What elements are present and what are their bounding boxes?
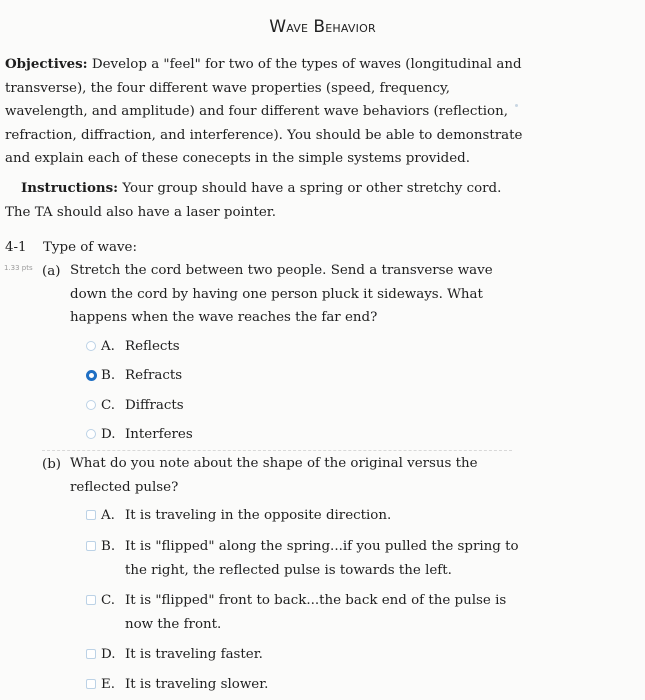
option-letter: A. [101, 508, 115, 523]
option-letter: E. [101, 677, 116, 692]
option-text: Interferes [125, 427, 193, 442]
radio-button-selected[interactable] [86, 370, 97, 381]
option-text: It is traveling faster. [125, 647, 263, 662]
objectives-paragraph [5, 53, 525, 171]
option-text: Refracts [125, 368, 183, 383]
checkbox[interactable] [86, 679, 96, 689]
question-number: 4-1 [5, 240, 27, 255]
checkbox[interactable] [86, 595, 96, 605]
checkbox[interactable] [86, 510, 96, 520]
question-points: 1.33 pts [4, 264, 33, 272]
objectives-text: Develop a "feel" for two of the types of waves (longitudinal and transverse), the four different wave properties (speed, frequency, wavelength, and amplitude) and four different wave behaviors (reflection, refraction, diffraction, and interference). You should be able to demonstrate and explain each of these conecepts in the simple systems provided. [5, 57, 523, 166]
option-text: Diffracts [125, 398, 184, 413]
instructions-text: Your group should have a spring or other stretchy cord. The TA should also have a laser pointer. [5, 181, 502, 220]
question-heading: Type of wave: [43, 240, 137, 255]
instructions-paragraph [5, 177, 525, 224]
option-letter: C. [101, 398, 116, 413]
option-letter: A. [101, 339, 115, 354]
part-a-label: (a) [42, 264, 61, 279]
checkbox[interactable] [86, 541, 96, 551]
part-a-question: Stretch the cord between two people. Send a transverse wave down the cord by having one person pluck it sideways. What happens when the wave reaches the far end? [70, 263, 493, 325]
option-letter: D. [101, 427, 116, 442]
option-letter: D. [101, 647, 116, 662]
option-letter: B. [101, 368, 116, 383]
title-initial: W [269, 17, 287, 37]
part-b-label: (b) [42, 457, 62, 472]
part-b-question: What do you note about the shape of the original versus the reflected pulse? [70, 456, 478, 495]
option-text: It is traveling in the opposite direction. [125, 508, 392, 523]
title-rest: ave [286, 17, 314, 36]
option-letter: C. [101, 593, 116, 608]
option-text: It is "flipped" front to back...the back end of the pulse is now the front. [125, 593, 507, 632]
objectives-label: Objectives: [5, 56, 88, 72]
radio-button[interactable] [86, 341, 96, 351]
instructions-label: Instructions: [21, 180, 119, 196]
page-title [0, 17, 645, 37]
decorative-dot [515, 104, 518, 107]
title-initial: B [313, 17, 326, 37]
option-letter: B. [101, 539, 116, 554]
section-divider [42, 450, 512, 451]
radio-button[interactable] [86, 400, 96, 410]
option-text: It is traveling slower. [125, 677, 269, 692]
radio-button[interactable] [86, 429, 96, 439]
option-text: Reflects [125, 339, 180, 354]
option-text: It is "flipped" along the spring...if you pulled the spring to the right, the reflected pulse is towards the left. [125, 539, 519, 578]
checkbox[interactable] [86, 649, 96, 659]
title-rest: ehavior [325, 17, 376, 36]
